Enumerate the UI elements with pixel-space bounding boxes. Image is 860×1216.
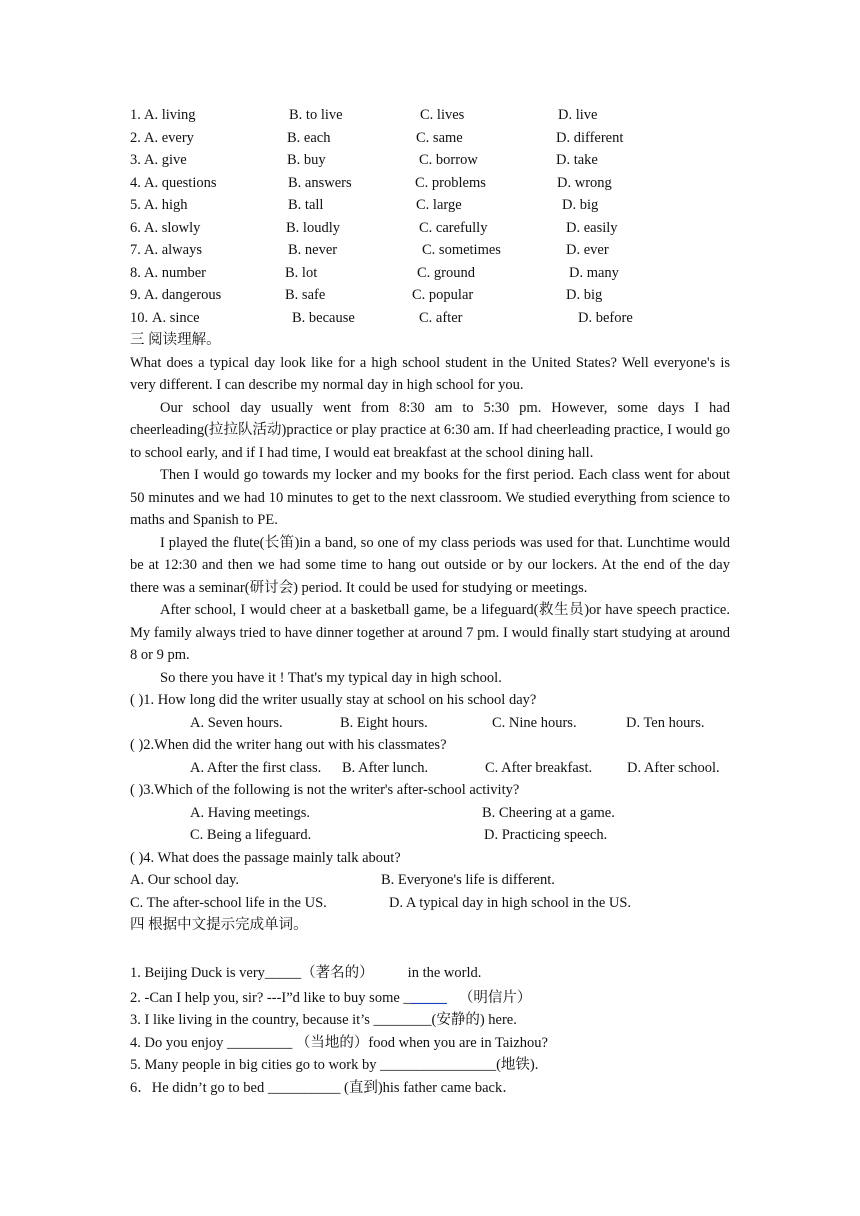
vocab-item-text: 1. Beijing Duck is very_____（著名的） <box>130 964 374 981</box>
question-options <box>130 892 730 915</box>
answer-option: B. Cheering at a game. <box>482 804 615 821</box>
option-d: D. live <box>558 107 598 123</box>
vocab-item <box>130 987 730 1010</box>
option-num: 2. <box>130 129 141 146</box>
reading-heading: 三 阅读理解。 <box>130 332 221 348</box>
answer-option: C. The after-school life in the US. <box>130 894 327 911</box>
question-options <box>130 802 730 825</box>
option-num: 7. <box>130 242 141 258</box>
option-c: C. problems <box>415 174 486 191</box>
answer-option: C. Being a lifeguard. <box>190 827 312 843</box>
option-a: A. number <box>144 264 207 281</box>
option-row <box>130 307 730 330</box>
option-a: A. since <box>152 309 200 326</box>
option-num: 5. <box>130 197 141 213</box>
option-c: C. sometimes <box>422 242 501 258</box>
option-d: D. easily <box>566 219 618 236</box>
option-b: B. loudly <box>286 219 340 236</box>
option-num: 8. <box>130 264 141 281</box>
reading-intro: What does a typical day look like for a high school student in the United States? Well everyone's is very different. I can describe my normal day in high school for you. <box>130 354 730 393</box>
vocab-heading: 四 根据中文提示完成单词。 <box>130 917 308 933</box>
option-row <box>130 149 730 172</box>
reading-paragraph: So there you have it ! That's my typical day in high school. <box>160 669 502 686</box>
option-num: 4. <box>130 174 141 191</box>
option-c: C. ground <box>417 264 475 281</box>
option-a: A. slowly <box>144 219 201 236</box>
option-a: A. give <box>144 152 187 168</box>
vocab-item <box>130 959 730 987</box>
option-row <box>130 194 730 217</box>
option-row <box>130 262 730 285</box>
option-c: C. popular <box>412 287 474 303</box>
answer-option: A. Seven hours. <box>190 714 283 731</box>
option-b: B. never <box>288 242 338 258</box>
question-stem: ( )1. How long did the writer usually stay at school on his school day? <box>130 692 537 708</box>
option-d: D. ever <box>566 242 609 258</box>
question-options <box>130 712 730 735</box>
answer-option: D. Ten hours. <box>626 714 705 731</box>
option-b: B. answers <box>288 174 352 191</box>
option-num: 9. <box>130 287 141 303</box>
answer-option: D. Practicing speech. <box>484 827 608 843</box>
vocab-item: 3. I like living in the country, because it’s ________(安静的) here. <box>130 1012 517 1028</box>
vocab-item: 5. Many people in big cities go to work by ________________(地铁). <box>130 1057 539 1073</box>
option-a: 1. <box>130 107 141 123</box>
option-row <box>130 284 730 307</box>
option-a: A. every <box>144 129 194 146</box>
option-row <box>130 239 730 262</box>
worksheet-page <box>130 104 730 1099</box>
option-c: C. same <box>416 129 463 146</box>
option-d: D. big <box>562 197 599 213</box>
answer-option: B. Everyone's life is different. <box>381 872 555 888</box>
option-c: C. large <box>416 197 462 213</box>
option-c: C. after <box>419 309 463 326</box>
option-b: B. to live <box>289 107 343 123</box>
answer-option: A. Having meetings. <box>190 804 311 821</box>
option-row <box>130 217 730 240</box>
cloze-options <box>130 104 730 329</box>
option-a: A. questions <box>144 174 217 191</box>
option-num: 3. <box>130 152 141 168</box>
reading-paragraph: Our school day usually went from 8:30 am to 5:30 pm. However, some days I had cheerleading(拉拉队活动)practice or play practice at 6:30 am. If had cheerleading practice, I would go to school early, and if I had time, I would eat breakfast at the school dining hall. <box>130 399 730 461</box>
question-options <box>130 757 730 780</box>
option-row <box>130 104 730 127</box>
reading-paragraph: Then I would go towards my locker and my books for the first period. Each class went for about 50 minutes and we had 10 minutes to get to the next classroom. We studied everything from science to maths and Spanish to PE. <box>130 467 730 528</box>
question-options <box>130 869 730 892</box>
question-stem: ( )4. What does the passage mainly talk about? <box>130 849 401 866</box>
option-num: 10. <box>130 309 149 326</box>
option-b: B. tall <box>288 197 324 213</box>
answer-option: D. A typical day in high school in the US. <box>389 894 632 911</box>
option-row <box>130 172 730 195</box>
option-a: A. dangerous <box>144 287 222 303</box>
vocab-item: 6．He didn’t go to bed __________ (直到)his father came back． <box>130 1079 517 1096</box>
answer-blank[interactable]: _____ <box>410 989 447 1006</box>
question-stem: ( )2.When did the writer hang out with his classmates? <box>130 737 447 753</box>
option-d: D. many <box>569 264 619 281</box>
option-b: B. because <box>292 309 355 326</box>
answer-option: A. Our school day. <box>130 872 239 888</box>
answer-option: B. Eight hours. <box>340 714 428 731</box>
option-d: D. different <box>556 129 624 146</box>
vocab-item-tail: （明信片） <box>458 989 532 1006</box>
answer-option: A. After the first class. <box>190 759 322 776</box>
vocab-item-text: 2. -Can I help you, sir? ---I”d like to buy some _ <box>130 989 411 1006</box>
answer-option: C. After breakfast. <box>485 759 593 776</box>
answer-option: C. Nine hours. <box>492 714 577 731</box>
option-a: A. high <box>144 197 188 213</box>
option-d: D. wrong <box>557 174 612 191</box>
option-c: C. carefully <box>419 219 488 236</box>
reading-paragraph: I played the flute(长笛)in a band, so one of my class periods was used for that. Lunchtime would be at 12:30 and then we had some time to hang out outside or by our lockers. At the end of the day there was a seminar(研讨会) period. It could be used for studying or meetings. <box>130 534 730 596</box>
option-c: C. lives <box>420 107 465 123</box>
option-b: B. safe <box>285 287 326 303</box>
answer-option: B. After lunch. <box>342 759 429 776</box>
option-a: A. always <box>144 242 202 258</box>
reading-paragraph: After school, I would cheer at a basketball game, be a lifeguard(救生员)or have speech practice. My family always tried to have dinner together at around 7 pm. I would finally start studying at around 8 or 9 pm. <box>130 602 730 663</box>
answer-option: D. After school. <box>627 759 720 776</box>
option-row <box>130 127 730 150</box>
option-b: B. buy <box>287 152 326 168</box>
option-d: D. big <box>566 287 603 303</box>
option-a-text: A. living <box>144 107 196 123</box>
option-b: B. each <box>287 129 331 146</box>
vocab-item: 4. Do you enjoy _________ （当地的）food when you are in Taizhou? <box>130 1034 548 1051</box>
option-b: B. lot <box>285 264 318 281</box>
vocab-item-tail: in the world. <box>407 964 482 981</box>
option-d: D. before <box>578 309 633 326</box>
option-c: C. borrow <box>419 152 478 168</box>
question-options <box>130 824 730 847</box>
option-num: 6. <box>130 219 141 236</box>
question-stem: ( )3.Which of the following is not the writer's after-school activity? <box>130 782 520 798</box>
option-d: D. take <box>556 152 598 168</box>
